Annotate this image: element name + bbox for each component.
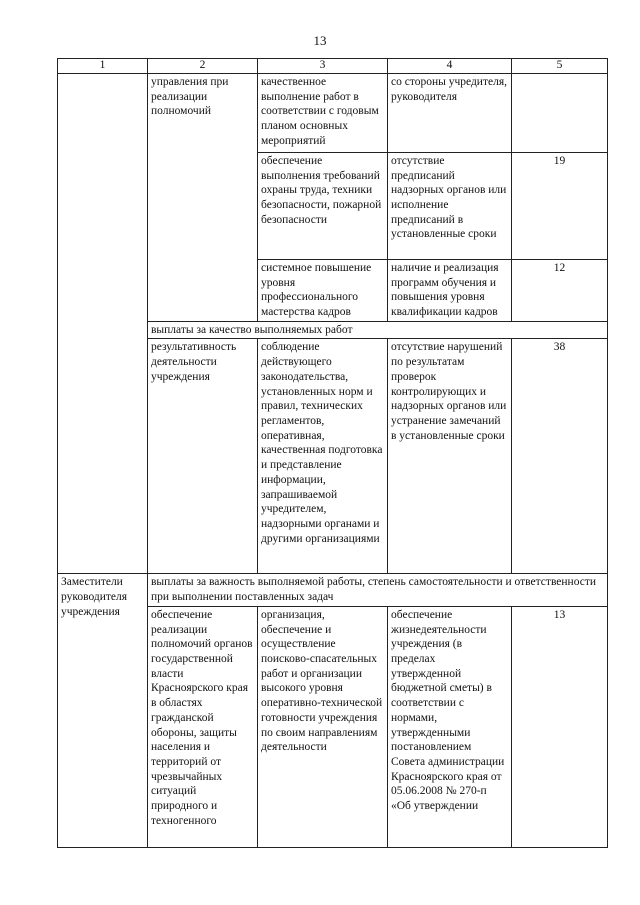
section-row [58, 574, 608, 606]
payment-size-cell: 13 [512, 606, 608, 847]
column-header-4: 4 [388, 59, 512, 74]
position-cell-continued [58, 73, 148, 574]
page-number: 13 [313, 33, 327, 48]
criteria-cell: управления при реализации полномочий [148, 73, 258, 321]
condition-cell: соблюдение действующего законодательства, установленных норм и правил, технических регламентов, оперативная, качественная подготовка и представление информации, запрашиваемой учредителем, надзорными органами и другими организациями [258, 339, 388, 574]
condition-cell: качественное выполнение работ в соответствии с годовым планом основных мероприятий [258, 73, 388, 152]
column-header-3: 3 [258, 59, 388, 74]
column-header-5: 5 [512, 59, 608, 74]
column-header-1: 1 [58, 59, 148, 74]
section-title-quality: выплаты за качество выполняемых работ [148, 321, 608, 339]
column-header-2: 2 [148, 59, 258, 74]
column-number-row [58, 59, 608, 74]
indicator-cell: обеспечение жизнедеятельности учреждения (в пределах утвержденной бюджетной сметы) в соответствии с нормами, утвержденными постановлением Совета администрации Красноярского края от 05.06.2008 № 270-п «Об утверждении [388, 606, 512, 847]
criteria-cell: результативность деятельности учреждения [148, 339, 258, 574]
payment-size-cell: 12 [512, 259, 608, 321]
payment-size-cell: 38 [512, 339, 608, 574]
criteria-cell: обеспечение реализации полномочий органов государственной власти Красноярского края в областях гражданской обороны, защиты населения и территорий от чрезвычайных ситуаций природного и техногенного [148, 606, 258, 847]
indicator-cell: наличие и реализация программ обучения и повышения уровня квалификации кадров [388, 259, 512, 321]
payment-size-cell: 19 [512, 152, 608, 259]
indicator-cell: со стороны учредителя, руководителя [388, 73, 512, 152]
indicator-cell: отсутствие предписаний надзорных органов или исполнение предписаний в установленные сроки [388, 152, 512, 259]
section-title-importance: выплаты за важность выполняемой работы, степень самостоятельности и ответственности при выполнении поставленных задач [148, 574, 608, 606]
table-row [58, 73, 608, 152]
position-cell: Заместители руководителя учреждения [58, 574, 148, 847]
indicator-cell: отсутствие нарушений по результатам проверок контролирующих и надзорных органов или устранение замечаний в установленные сроки [388, 339, 512, 574]
condition-cell: организация, обеспечение и осуществление поисково-спасательных работ и организации высокого уровня оперативно-технической готовности учреждения по своим направлениям деятельности [258, 606, 388, 847]
condition-cell: системное повышение уровня профессионального мастерства кадров [258, 259, 388, 321]
condition-cell: обеспечение выполнения требований охраны труда, техники безопасности, пожарной безопасности [258, 152, 388, 259]
criteria-table [57, 58, 608, 848]
payment-size-cell [512, 73, 608, 152]
